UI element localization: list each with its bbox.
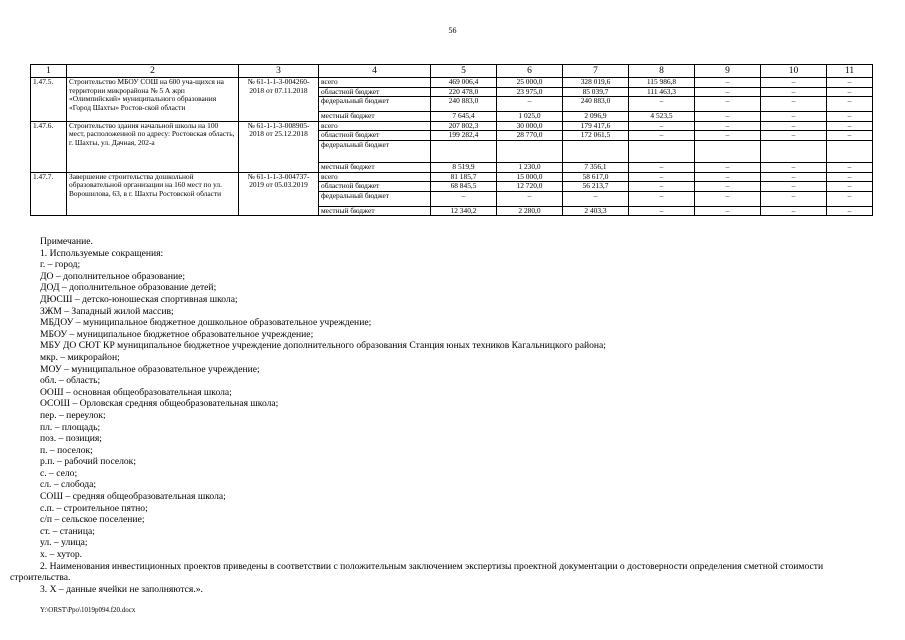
amount-cell: 58 617,0 — [563, 172, 629, 182]
abbreviation-item: с/п – сельское поселение; — [40, 514, 145, 526]
amount-cell: – — [563, 191, 629, 206]
amount-cell — [431, 140, 497, 162]
amount-cell — [629, 140, 695, 162]
column-header: 11 — [827, 65, 873, 78]
abbreviation-list — [40, 259, 870, 560]
amount-cell: – — [827, 131, 873, 141]
amount-cell — [497, 140, 563, 162]
amount-cell: 240 883,0 — [431, 97, 497, 112]
amount-cell: 23 975,0 — [497, 87, 563, 97]
amount-cell: – — [761, 191, 827, 206]
amount-cell: 115 986,8 — [629, 78, 695, 88]
amount-cell: – — [827, 121, 873, 131]
amount-cell: 1 230,0 — [497, 162, 563, 172]
funding-source-cell: областной бюджет — [319, 131, 431, 141]
table-row — [31, 78, 873, 88]
amount-cell: – — [695, 97, 761, 112]
file-path: Y:\ORST\Ppo\1019p094.f20.docx — [40, 606, 136, 614]
amount-cell: 111 463,3 — [629, 87, 695, 97]
amount-cell: – — [629, 191, 695, 206]
abbreviation-item: ОСОШ – Орловская средняя общеобразовательная школа; — [40, 398, 279, 410]
amount-cell: – — [695, 121, 761, 131]
amount-cell: – — [629, 121, 695, 131]
expertise-conclusion-cell: № 61-1-1-3-008905-2018 от 25.12.2018 — [239, 121, 319, 172]
amount-cell: 240 883,0 — [563, 97, 629, 112]
abbreviation-item: пл. – площадь; — [40, 421, 101, 433]
amount-cell: – — [695, 172, 761, 182]
amount-cell: – — [827, 172, 873, 182]
amount-cell: 2 403,3 — [563, 206, 629, 216]
column-header: 5 — [431, 65, 497, 78]
notes-section — [10, 236, 870, 595]
abbreviation-item: МБДОУ – муниципальное бюджетное дошкольное образовательное учреждение; — [40, 317, 372, 329]
project-number-cell: 1.47.5. — [31, 78, 67, 122]
amount-cell: 199 282,4 — [431, 131, 497, 141]
abbreviation-item: ДО – дополнительное образование; — [40, 270, 186, 282]
amount-cell — [563, 140, 629, 162]
table-body — [31, 78, 873, 216]
amount-cell: 68 845,5 — [431, 182, 497, 192]
amount-cell: 207 802,3 — [431, 121, 497, 131]
abbreviation-item: МБОУ – муниципальное бюджетное образовательное учреждение; — [40, 328, 314, 340]
amount-cell: – — [761, 97, 827, 112]
amount-cell: – — [629, 172, 695, 182]
notes-title: Примечание. — [40, 236, 93, 247]
column-header: 7 — [563, 65, 629, 78]
amount-cell — [827, 140, 873, 162]
funding-source-cell: всего — [319, 172, 431, 182]
amount-cell: – — [761, 87, 827, 97]
amount-cell: 7 645,4 — [431, 112, 497, 122]
abbreviation-item: х. – хутор. — [40, 549, 83, 561]
funding-source-cell: федеральный бюджет — [319, 140, 431, 162]
project-number-cell: 1.47.6. — [31, 121, 67, 172]
amount-cell: – — [827, 87, 873, 97]
amount-cell: – — [431, 191, 497, 206]
amount-cell: – — [629, 206, 695, 216]
amount-cell: – — [761, 206, 827, 216]
abbreviation-item: пер. – переулок; — [40, 409, 106, 421]
abbreviation-item: с. – село; — [40, 467, 78, 479]
amount-cell: – — [695, 78, 761, 88]
project-name-cell: Завершение строительства дошкольной образовательной организации на 160 мест по ул. Ворошилова, 63, в г. Шахты Ростовской области — [67, 172, 239, 216]
amount-cell: 12 720,0 — [497, 182, 563, 192]
amount-cell: – — [761, 172, 827, 182]
expertise-conclusion-cell: № 61-1-1-3-004260-2018 от 07.11.2018 — [239, 78, 319, 122]
funding-source-cell: всего — [319, 78, 431, 88]
amount-cell: 56 213,7 — [563, 182, 629, 192]
amount-cell: – — [497, 97, 563, 112]
amount-cell: – — [827, 97, 873, 112]
amount-cell: 469 006,4 — [431, 78, 497, 88]
amount-cell: 25 000,0 — [497, 78, 563, 88]
funding-source-cell: федеральный бюджет — [319, 191, 431, 206]
project-name-cell: Строительство МБОУ СОШ на 600 уча-щихся на территории микрорайона № 5 А жрп «Олимпийский» муниципального образования «Город Шахты» Ростов-ской области — [67, 78, 239, 122]
funding-source-cell: местный бюджет — [319, 112, 431, 122]
abbreviation-item: сл. – слобода; — [40, 479, 97, 491]
column-header: 8 — [629, 65, 695, 78]
funding-source-cell: областной бюджет — [319, 182, 431, 192]
amount-cell: 179 417,6 — [563, 121, 629, 131]
amount-cell: – — [629, 162, 695, 172]
page-number: 56 — [448, 26, 457, 35]
amount-cell: 172 061,5 — [563, 131, 629, 141]
amount-cell: – — [761, 112, 827, 122]
amount-cell: – — [827, 112, 873, 122]
abbreviation-item: ст. – станица; — [40, 525, 95, 537]
funding-source-cell: местный бюджет — [319, 162, 431, 172]
abbreviation-item: ул. – улица; — [40, 537, 88, 549]
amount-cell: – — [761, 121, 827, 131]
abbreviation-item: ЗЖМ – Западный жилой массив; — [40, 305, 174, 317]
abbreviation-item: п. – поселок; — [40, 444, 93, 456]
abbreviation-item: поз. – позиция; — [40, 433, 102, 445]
column-header: 9 — [695, 65, 761, 78]
amount-cell: – — [761, 78, 827, 88]
amount-cell: – — [827, 162, 873, 172]
abbreviation-item: обл. – область; — [40, 375, 101, 387]
amount-cell: 12 340,2 — [431, 206, 497, 216]
abbreviation-item: МОУ – муниципальное образовательное учреждение; — [40, 363, 260, 375]
amount-cell: 220 478,0 — [431, 87, 497, 97]
abbreviation-item: МБУ ДО СЮТ КР муниципальное бюджетное учреждение дополнительного образования Станция юных техников Кагальницкого района; — [40, 340, 606, 352]
amount-cell: 8 519,9 — [431, 162, 497, 172]
amount-cell: – — [695, 112, 761, 122]
amount-cell: – — [695, 131, 761, 141]
funding-source-cell: всего — [319, 121, 431, 131]
amount-cell: – — [827, 78, 873, 88]
amount-cell: 30 000,0 — [497, 121, 563, 131]
amount-cell: – — [827, 206, 873, 216]
abbreviation-item: г. – город; — [40, 259, 81, 271]
amount-cell: – — [629, 97, 695, 112]
funding-source-cell: федеральный бюджет — [319, 97, 431, 112]
table-row — [31, 172, 873, 182]
column-header: 10 — [761, 65, 827, 78]
column-header: 4 — [319, 65, 431, 78]
amount-cell: – — [827, 182, 873, 192]
funding-source-cell: местный бюджет — [319, 206, 431, 216]
amount-cell: – — [827, 191, 873, 206]
amount-cell: – — [695, 162, 761, 172]
amount-cell: – — [761, 131, 827, 141]
amount-cell: – — [629, 131, 695, 141]
project-number-cell: 1.47.7. — [31, 172, 67, 216]
abbreviation-item: с.п. – строительное пятно; — [40, 502, 148, 514]
amount-cell: 28 770,0 — [497, 131, 563, 141]
amount-cell: – — [761, 162, 827, 172]
amount-cell: 7 356,1 — [563, 162, 629, 172]
investment-projects-table — [30, 64, 873, 216]
column-header: 3 — [239, 65, 319, 78]
abbreviation-item: р.п. – рабочий поселок; — [40, 456, 137, 468]
amount-cell: 2 280,0 — [497, 206, 563, 216]
amount-cell: 328 019,6 — [563, 78, 629, 88]
notes-item-2: 2. Наименования инвестиционных проектов приведены в соответствии с положительным заключением экспертизы проектной документации о достоверности определения сметной стоимости строительства. — [10, 560, 824, 584]
amount-cell — [761, 140, 827, 162]
column-header: 6 — [497, 65, 563, 78]
funding-source-cell: областной бюджет — [319, 87, 431, 97]
abbreviation-item: ДОД – дополнительное образование детей; — [40, 282, 217, 294]
amount-cell: 85 039,7 — [563, 87, 629, 97]
abbreviation-item: СОШ – средняя общеобразовательная школа; — [40, 491, 226, 503]
project-name-cell: Строительство здания начальной школы на 100 мест, расположенной по адресу: Ростовская область, г. Шахты, ул. Дачная, 202-а — [67, 121, 239, 172]
amount-cell: – — [695, 182, 761, 192]
abbreviation-item: мкр. – микрорайон; — [40, 351, 120, 363]
amount-cell: – — [695, 206, 761, 216]
amount-cell: – — [695, 191, 761, 206]
notes-item-1: 1. Используемые сокращения: — [40, 247, 164, 259]
amount-cell: 15 000,0 — [497, 172, 563, 182]
amount-cell: – — [497, 191, 563, 206]
column-header: 2 — [67, 65, 239, 78]
amount-cell: 81 185,7 — [431, 172, 497, 182]
amount-cell: 1 025,0 — [497, 112, 563, 122]
amount-cell: – — [629, 182, 695, 192]
column-header: 1 — [31, 65, 67, 78]
table-header-row — [31, 65, 873, 78]
notes-item-3: 3. Х – данные ячейки не заполняются.». — [40, 583, 203, 595]
amount-cell — [695, 140, 761, 162]
amount-cell: 4 523,5 — [629, 112, 695, 122]
amount-cell: – — [761, 182, 827, 192]
expertise-conclusion-cell: № 61-1-1-3-004737-2019 от 05.03.2019 — [239, 172, 319, 216]
table-row — [31, 121, 873, 131]
abbreviation-item: ДЮСШ – детско-юношеская спортивная школа; — [40, 293, 238, 305]
amount-cell: 2 096,9 — [563, 112, 629, 122]
amount-cell: – — [695, 87, 761, 97]
abbreviation-item: ООШ – основная общеобразовательная школа; — [40, 386, 232, 398]
